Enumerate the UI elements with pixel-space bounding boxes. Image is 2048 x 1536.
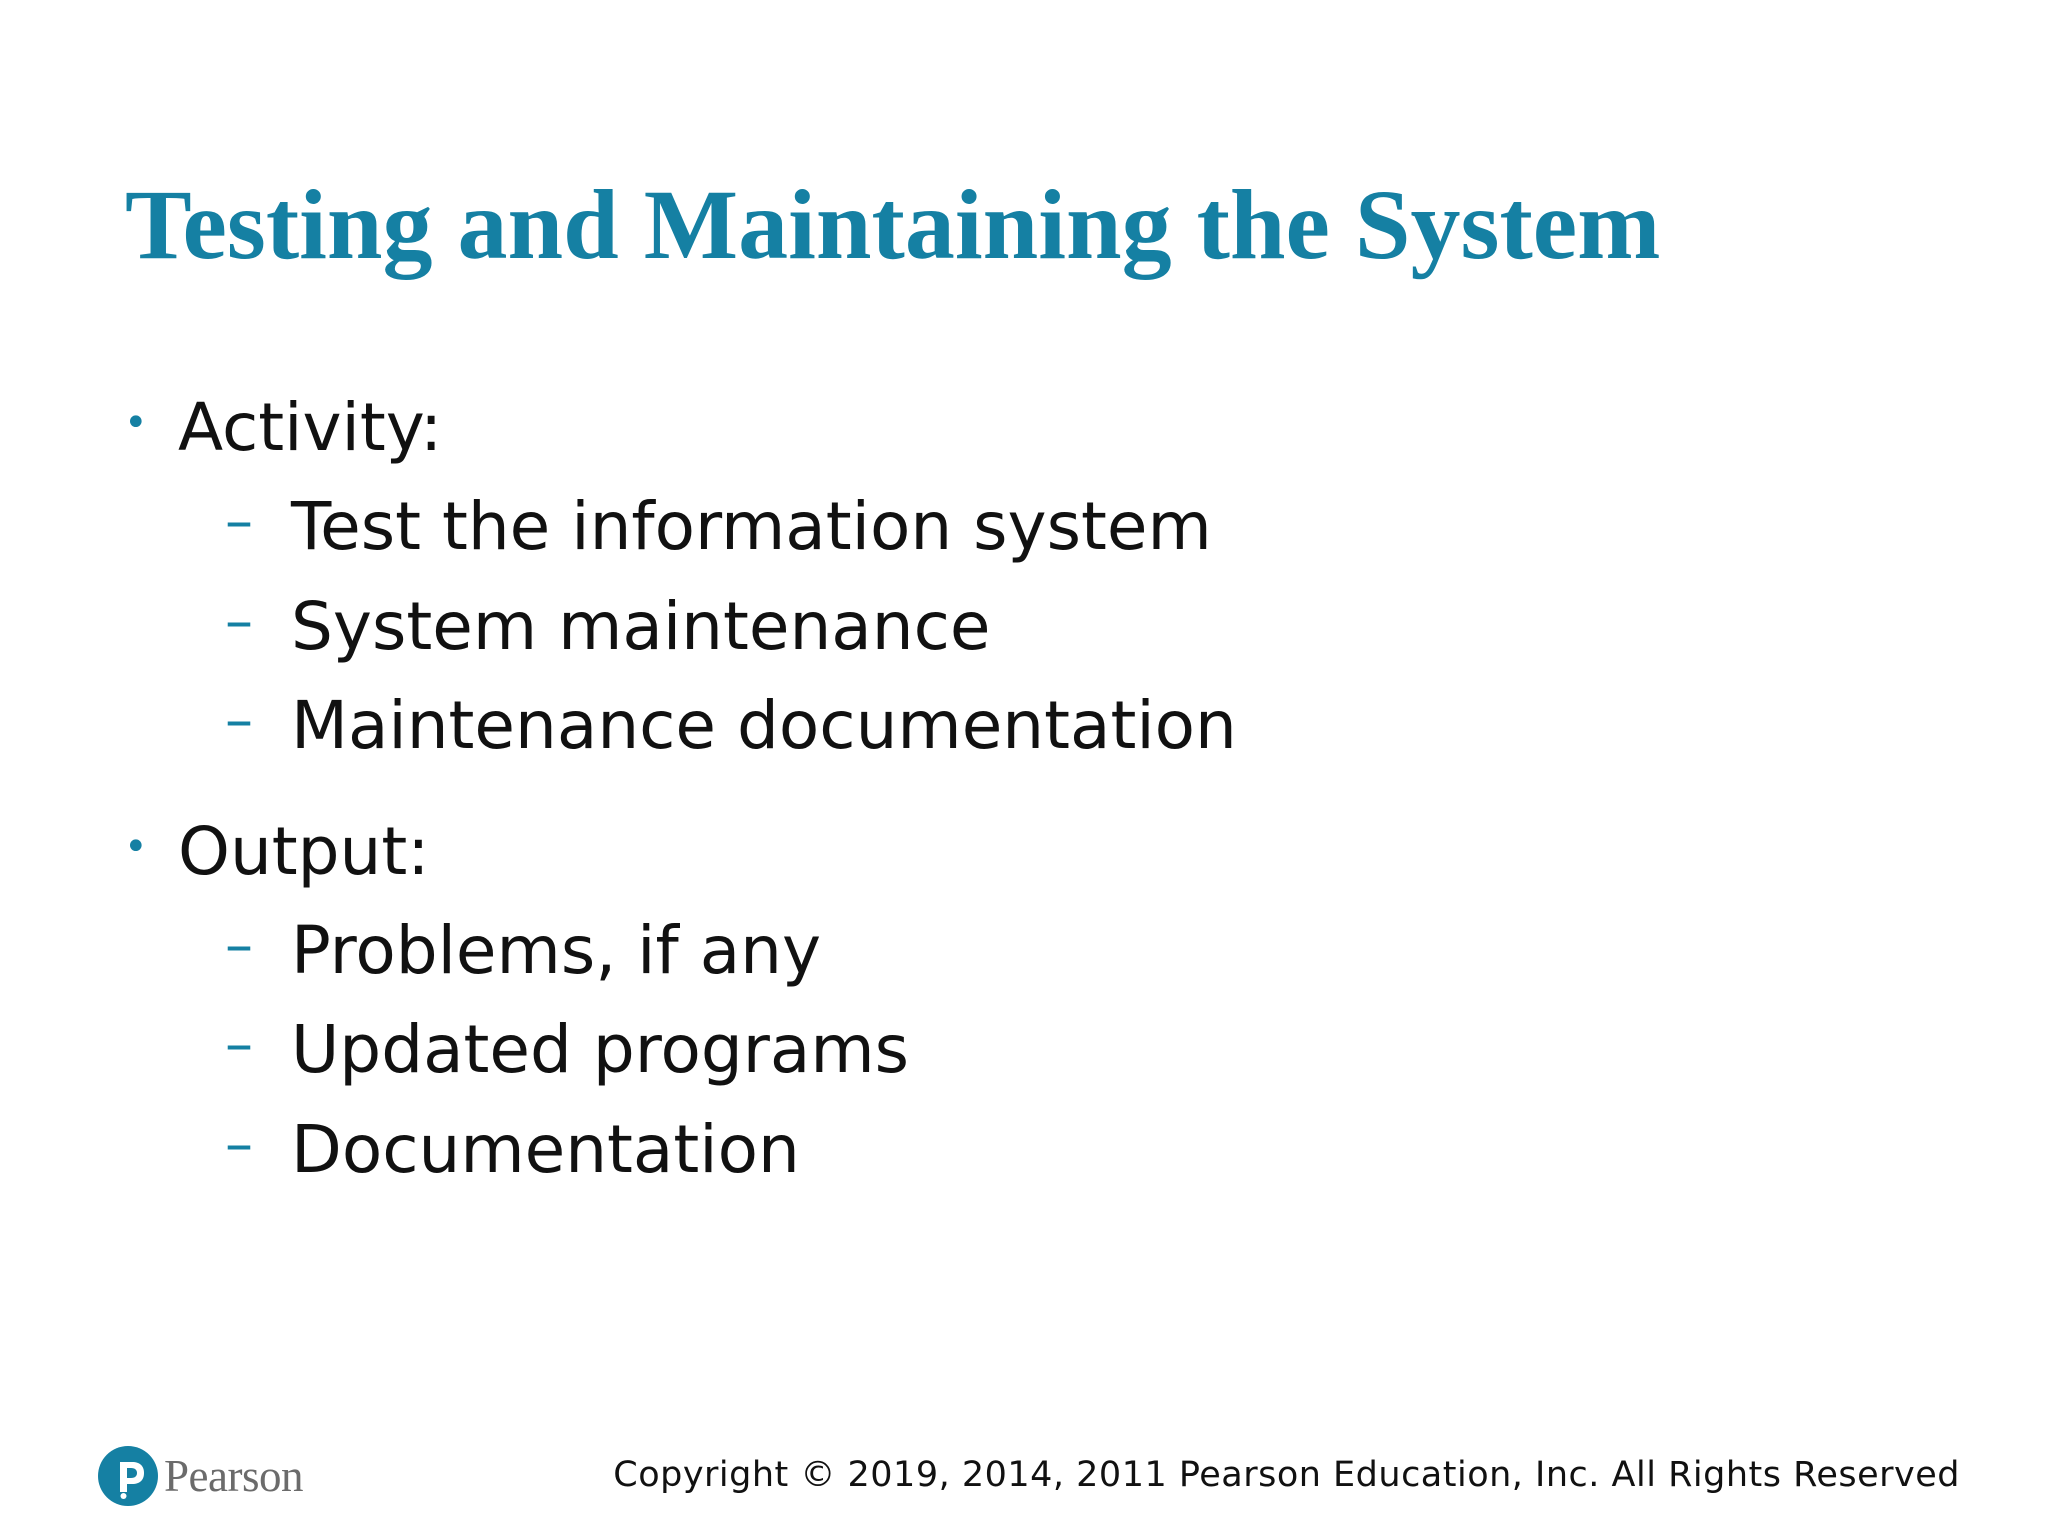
dash-icon: –	[225, 489, 253, 554]
sub-bullet-text: Test the information system	[291, 487, 1212, 565]
sub-bullet	[225, 481, 1212, 571]
bullet-dot-icon: •	[124, 400, 148, 446]
bullet-dot-icon: •	[124, 824, 148, 870]
sub-bullet	[225, 1104, 800, 1194]
sub-bullet-text: Updated programs	[291, 1010, 910, 1088]
sub-bullet	[225, 680, 1237, 770]
bullet-text: Output:	[178, 812, 430, 890]
sub-bullet-text: Documentation	[291, 1110, 800, 1188]
sub-bullet-text: Problems, if any	[291, 911, 822, 989]
sub-bullet-text: Maintenance documentation	[291, 686, 1237, 764]
pearson-logo	[98, 1446, 303, 1506]
bullet-output	[124, 806, 430, 896]
slide-title: Testing and Maintaining the System	[125, 169, 1661, 280]
dash-icon: –	[225, 1112, 253, 1177]
sub-bullet	[225, 905, 821, 995]
pearson-wordmark: Pearson	[164, 1451, 303, 1501]
dash-icon: –	[225, 1012, 253, 1077]
dash-icon: –	[225, 589, 253, 654]
sub-bullet	[225, 581, 990, 671]
sub-bullet-text: System maintenance	[291, 587, 991, 665]
copyright-notice: Copyright © 2019, 2014, 2011 Pearson Education, Inc. All Rights Reserved	[613, 1455, 1960, 1495]
pearson-p-icon	[98, 1446, 158, 1506]
sub-bullet	[225, 1004, 909, 1094]
bullet-text: Activity:	[178, 388, 443, 466]
dash-icon: –	[225, 688, 253, 753]
dash-icon: –	[225, 913, 253, 978]
bullet-activity	[124, 382, 442, 472]
